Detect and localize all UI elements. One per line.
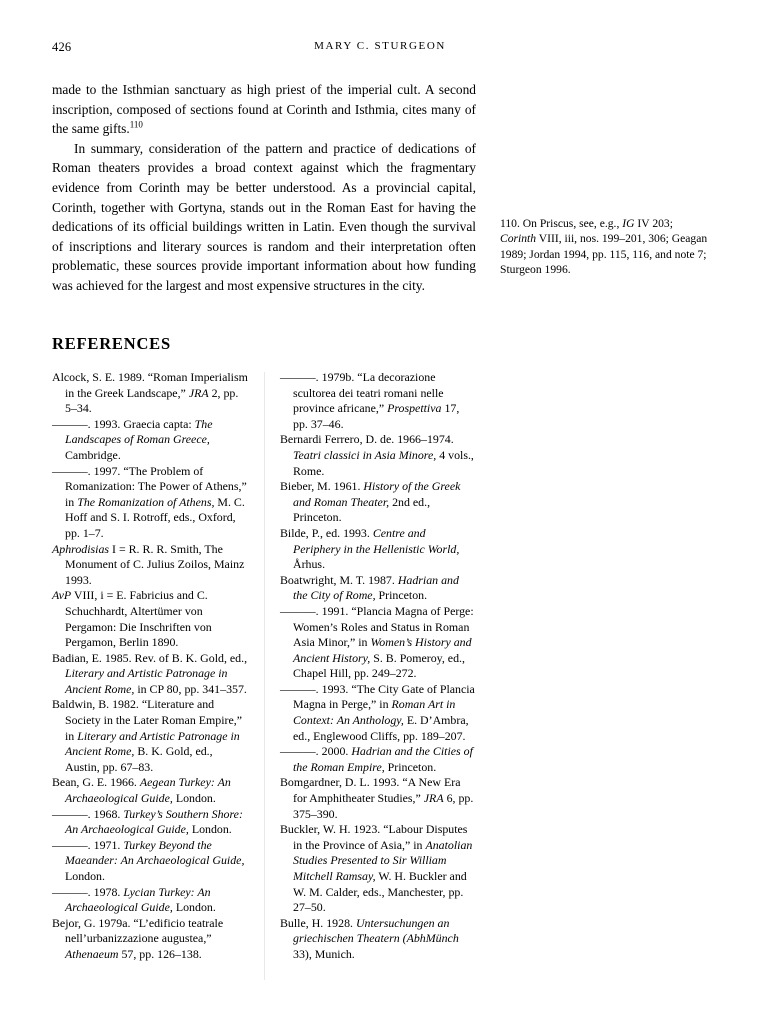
ref-tail: Princeton.	[375, 588, 428, 603]
reference-entry	[280, 370, 476, 432]
ref-plain: ———. 2000.	[280, 744, 352, 759]
ref-plain: Buckler, W. H. 1923. “Labour Disputes in the Province of Asia,” in	[280, 822, 468, 852]
reference-entry	[280, 744, 476, 775]
body-paragraph-2: In summary, consideration of the pattern and practice of dedications of Roman theaters provides a broad context against which the fragmentary evidence from Corinth may be better understood. As a provincial capital, Corinth, together with Gortyna, stands out in the Roman East for having the dedications of its official buildings written in Latin. Even though the survival of inscriptions and literary sources is random and their interpretation often problematic, these sources provide important information about how funding was achieved for the largest and most expensive structures in the city.	[52, 140, 476, 293]
reference-entry	[52, 464, 248, 542]
ref-plain: ———. 1997. “The Problem of Romanization: The Power of Athens,” in	[52, 463, 247, 509]
reference-entry	[52, 807, 248, 838]
ref-tail: 17, pp. 37–46.	[293, 401, 460, 431]
ref-plain: ———. 1979b. “La decorazione scultorea dei teatri romani nelle province africane,”	[280, 370, 444, 416]
ref-tail: Århus.	[293, 557, 326, 572]
ref-plain: ———. 1968.	[52, 806, 124, 821]
ref-tail: B. K. Gold, ed., Austin, pp. 67–83.	[65, 744, 213, 774]
ref-italic: Hadrian and the Cities of the Roman Empire,	[293, 744, 473, 774]
reference-entry	[52, 542, 248, 589]
references-left-column	[52, 370, 248, 963]
references-right-column	[280, 370, 476, 963]
reference-entry	[52, 838, 248, 885]
running-head	[52, 40, 708, 56]
ref-italic: Literary and Artistic Patronage in Ancient Rome,	[65, 728, 240, 759]
ref-italic: Teatri classici in Asia Minore,	[293, 447, 437, 462]
ref-tail: London.	[65, 869, 105, 883]
body-paragraph-1	[52, 80, 476, 139]
ref-italic: Anatolian Studies Presented to Sir William Mitchell Ramsay,	[293, 837, 473, 883]
ref-italic: Prospettiva	[387, 401, 442, 416]
running-title: MARY C. STURGEON	[314, 40, 446, 52]
ref-plain: Badian, E. 1985. Rev. of B. K. Gold, ed.,	[52, 650, 248, 665]
ref-plain: ———. 1971.	[52, 837, 124, 852]
reference-entry	[280, 479, 476, 526]
ref-italic: JRA	[423, 791, 444, 806]
page-number: 426	[52, 40, 72, 54]
body-paragraph-1-text: made to the Isthmian sanctuary as high priest of the imperial cult. A second inscription, composed of sections found at Corinth and Isthmia, cites many of the same gifts.	[52, 82, 476, 137]
footnote-italic-corinth: Corinth	[500, 232, 537, 246]
ref-plain: ———. 1993. Graecia capta:	[52, 416, 195, 431]
references-heading: REFERENCES	[52, 334, 171, 353]
body-text-column	[52, 80, 476, 296]
ref-plain: ———. 1978.	[52, 884, 124, 899]
ref-italic: Turkey Beyond the Maeander: An Archaeological Guide,	[65, 837, 245, 868]
ref-plain: Bomgardner, D. L. 1993. “A New Era for Amphitheater Studies,”	[280, 775, 461, 806]
reference-entry	[52, 885, 248, 916]
ref-italic: History of the Greek and Roman Theater,	[293, 479, 461, 509]
reference-entry	[280, 573, 476, 604]
reference-entry	[52, 775, 248, 806]
ref-tail: Cambridge.	[65, 447, 121, 462]
ref-tail: 4 vols., Rome.	[293, 447, 474, 478]
footnote-text-mid: IV 203;	[634, 217, 673, 230]
reference-entry	[52, 651, 248, 698]
ref-plain: Alcock, S. E. 1989. “Roman Imperialism in the Greek Landscape,”	[52, 370, 248, 400]
footnote-reference: 110	[129, 119, 143, 130]
reference-entry	[52, 588, 248, 650]
reference-entry	[52, 417, 248, 464]
ref-tail: 33), Munich.	[293, 946, 355, 961]
ref-plain: Boatwright, M. T. 1987.	[280, 572, 398, 587]
ref-tail: M. C. Hoff and S. I. Rotroff, eds., Oxford, pp. 1–7.	[65, 494, 245, 540]
ref-tail: W. H. Buckler and W. M. Calder, eds., Manchester, pp. 27–50.	[293, 869, 467, 915]
reference-entry	[280, 822, 476, 916]
ref-tail: London.	[172, 791, 216, 806]
reference-entry	[280, 432, 476, 479]
reference-entry	[280, 775, 476, 822]
ref-tail: London.	[188, 822, 232, 837]
ref-tail: 6, pp. 375–390.	[293, 791, 474, 821]
ref-plain: Bernardi Ferrero, D. de. 1966–1974.	[280, 432, 454, 447]
ref-plain: Bean, G. E. 1966.	[52, 775, 140, 790]
ref-italic: Literary and Artistic Patronage in Ancient Rome,	[65, 666, 228, 696]
ref-tail: in CP 80, pp. 341–357.	[134, 681, 247, 696]
reference-entry	[280, 682, 476, 744]
reference-entry	[52, 370, 248, 417]
reference-entry	[52, 916, 248, 963]
footnote-italic-ig: IG	[622, 217, 635, 230]
reference-entry	[280, 916, 476, 963]
ref-italic: Roman Art in Context: An Anthology,	[293, 697, 456, 728]
ref-italic: Women’s History and Ancient History,	[293, 635, 472, 665]
ref-italic: The Romanization of Athens,	[77, 494, 215, 509]
ref-italic: Turkey’s Southern Shore: An Archaeological Guide,	[65, 806, 243, 837]
ref-plain: Bilde, P., ed. 1993.	[280, 525, 373, 540]
ref-italic: AvP	[52, 588, 72, 603]
ref-italic: Centre and Periphery in the Hellenistic World,	[293, 525, 460, 556]
column-divider	[264, 372, 265, 980]
ref-tail: 2, pp. 5–34.	[65, 385, 239, 416]
ref-italic: Aphrodisias	[52, 541, 110, 556]
ref-plain: Baldwin, B. 1982. “Literature and Society in the Later Roman Empire,” in	[52, 697, 242, 743]
ref-tail: Princeton.	[384, 759, 437, 774]
ref-italic: Untersuchungen an griechischen Theatern (AbhMünch	[293, 915, 459, 946]
footnote-number: 110.	[500, 217, 520, 230]
reference-entry	[280, 604, 476, 682]
ref-tail: S. B. Pomeroy, ed., Chapel Hill, pp. 249–272.	[293, 650, 465, 681]
ref-italic: Hadrian and the City of Rome,	[293, 572, 459, 603]
ref-plain: Bieber, M. 1961.	[280, 479, 364, 494]
reference-entry	[52, 697, 248, 775]
ref-italic: JRA	[188, 385, 209, 400]
ref-tail: 57, pp. 126–138.	[118, 946, 202, 961]
ref-italic: Athenaeum	[65, 946, 119, 961]
footnote-text-before: On Priscus, see, e.g.,	[519, 217, 623, 230]
ref-plain: ———. 1993. “The City Gate of Plancia Magna in Perge,” in	[280, 681, 475, 712]
ref-plain: Bejor, G. 1979a. “L’edificio teatrale nell’urbanizzazione augustea,”	[52, 915, 224, 946]
ref-italic: Lycian Turkey: An Archaeological Guide,	[65, 884, 211, 915]
ref-tail: I = R. R. R. Smith, The Monument of C. Julius Zoilos, Mainz 1993.	[65, 541, 245, 587]
footnote-text-after: VIII, iii, nos. 199–201, 306; Geagan 1989; Jordan 1994, pp. 115, 116, and note 7; Sturgeon 1996.	[500, 232, 708, 277]
margin-footnote	[500, 216, 708, 278]
ref-italic: The Landscapes of Roman Greece,	[65, 416, 213, 447]
ref-tail: E. D’Ambra, ed., Englewood Cliffs, pp. 189–207.	[293, 713, 469, 743]
reference-entry	[280, 526, 476, 573]
ref-italic: Aegean Turkey: An Archaeological Guide,	[65, 775, 231, 806]
ref-tail: VIII, i = E. Fabricius and C. Schuchhardt, Altertümer von Pergamon: Die Inschriften von Pergamon, Berlin 1890.	[65, 588, 212, 650]
ref-tail: 2nd ed., Princeton.	[293, 494, 431, 525]
ref-plain: Bulle, H. 1928.	[280, 915, 356, 930]
ref-plain: ———. 1991. “Plancia Magna of Perge: Women’s Roles and Status in Roman Asia Minor,” in	[280, 603, 474, 650]
ref-tail: London.	[172, 900, 216, 915]
